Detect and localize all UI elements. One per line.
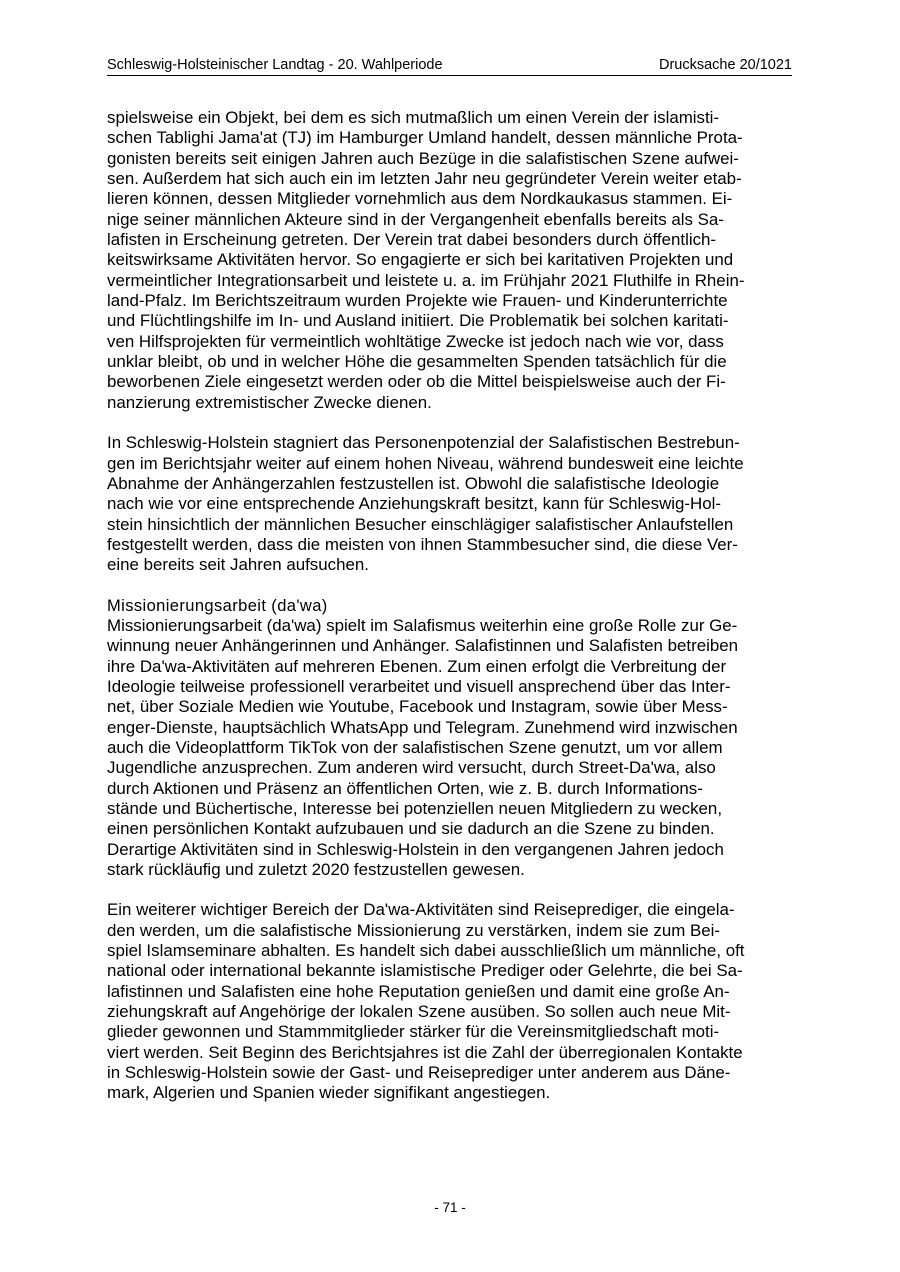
text-line: gen im Berichtsjahr weiter auf einem hohen Niveau, während bundesweit eine leichte <box>107 453 744 473</box>
text-line: Abnahme der Anhängerzahlen festzustellen ist. Obwohl die salafistische Ideologie <box>107 473 720 493</box>
text-line: stände und Büchertische, Interesse bei potenziellen neuen Mitgliedern zu wecken, <box>107 799 723 818</box>
text-line: Ein weiterer wichtiger Bereich der Da'wa-Aktivitäten sind Reiseprediger, die eingela- <box>107 900 735 920</box>
text-line: vermeintlicher Integrationsarbeit und leistete u. a. im Frühjahr 2021 Fluthilfe in Rhein- <box>107 270 745 290</box>
text-line: nige seiner männlichen Akteure sind in der Vergangenheit ebenfalls bereits als Sa- <box>107 209 724 229</box>
paragraph <box>107 108 797 413</box>
text-line: lafisten in Erscheinung getreten. Der Verein trat dabei besonders durch öffentlich- <box>107 230 717 250</box>
text-line: unklar bleibt, ob und in welcher Höhe die gesammelten Spenden tatsächlich für die <box>107 352 727 372</box>
text-line: land-Pfalz. Im Berichtszeitraum wurden Projekte wie Frauen- und Kinderunterrichte <box>107 291 728 311</box>
paragraph <box>107 596 797 881</box>
text-line: sen. Außerdem hat sich auch ein im letzten Jahr neu gegründeter Verein weiter etab- <box>107 169 742 189</box>
page-header <box>107 56 792 76</box>
text-line: und Flüchtlingshilfe im In- und Ausland initiiert. Die Problematik bei solchen karitati- <box>107 311 729 331</box>
text-line: auch die Videoplattform TikTok von der salafistischen Szene genutzt, um vor allem <box>107 737 723 757</box>
text-line: net, über Soziale Medien wie Youtube, Facebook und Instagram, sowie über Mess- <box>107 697 728 717</box>
text-line: enger-Dienste, hauptsächlich WhatsApp und Telegram. Zunehmend wird inzwischen <box>107 717 738 737</box>
text-line: in Schleswig-Holstein sowie der Gast- und Reiseprediger unter anderem aus Däne- <box>107 1063 731 1083</box>
text-line: stein hinsichtlich der männlichen Besucher einschlägiger salafistischer Anlaufstellen <box>107 514 734 534</box>
section-heading: Missionierungsarbeit (da'wa) <box>107 596 328 615</box>
text-line: winnung neuer Anhängerinnen und Anhänger. Salafistinnen und Salafisten betreiben <box>107 636 739 656</box>
text-line: Derartige Aktivitäten sind in Schleswig-Holstein in den vergangenen Jahren jedoch <box>107 839 724 859</box>
text-line: nanzierung extremistischer Zwecke dienen. <box>107 392 432 412</box>
text-line: Missionierungsarbeit (da'wa) spielt im Salafismus weiterhin eine große Rolle zur Ge- <box>107 615 738 635</box>
text-line: Ideologie teilweise professionell verarbeitet und visuell ansprechend über das Inter- <box>107 676 731 696</box>
text-line: In Schleswig-Holstein stagniert das Personenpotenzial der Salafistischen Bestrebun- <box>107 433 740 453</box>
text-line: gonisten bereits seit einigen Jahren auch Bezüge in die salafistischen Szene aufwei- <box>107 148 739 168</box>
text-line: beworbenen Ziele eingesetzt werden oder ob die Mittel beispielsweise auch der Fi- <box>107 372 726 392</box>
paragraph <box>107 433 797 575</box>
text-line: Jugendliche anzusprechen. Zum anderen wird versucht, durch Street-Da'wa, also <box>107 758 716 778</box>
text-line: schen Tablighi Jama'at (TJ) im Hamburger Umland handelt, dessen männliche Prota- <box>107 128 743 148</box>
header-title: Schleswig-Holsteinischer Landtag - 20. Wahlperiode <box>107 57 443 73</box>
text-line: viert werden. Seit Beginn des Berichtsjahres ist die Zahl der überregionalen Kontakte <box>107 1042 743 1062</box>
text-line: durch Aktionen und Präsenz an öffentlichen Orten, wie z. B. durch Informations- <box>107 778 703 798</box>
text-line: einen persönlichen Kontakt aufzubauen und sie dadurch an die Szene zu binden. <box>107 819 715 839</box>
text-line: glieder gewonnen und Stammmitglieder stärker für die Vereinsmitgliedschaft moti- <box>107 1022 720 1042</box>
page-number: - 71 - <box>434 1200 466 1215</box>
text-line: stark rückläufig und zuletzt 2020 festzustellen gewesen. <box>107 860 525 880</box>
text-line: spiel Islamseminare abhalten. Es handelt sich dabei ausschließlich um männliche, oft <box>107 941 745 961</box>
text-line: ihre Da'wa-Aktivitäten auf mehreren Ebenen. Zum einen erfolgt die Verbreitung der <box>107 656 727 676</box>
text-line: nach wie vor eine entsprechende Anziehungskraft besitzt, kann für Schleswig-Hol- <box>107 494 722 514</box>
text-line: spielsweise ein Objekt, bei dem es sich mutmaßlich um einen Verein der islamisti- <box>107 108 720 127</box>
document-body <box>107 108 797 1124</box>
text-line: eine bereits seit Jahren aufsuchen. <box>107 555 369 575</box>
text-line: keitswirksame Aktivitäten hervor. So engagierte er sich bei karitativen Projekten und <box>107 250 734 270</box>
text-line: festgestellt werden, dass die meisten von ihnen Stammbesucher sind, die diese Ver- <box>107 534 738 554</box>
text-line: lieren können, dessen Mitglieder vornehmlich aus dem Nordkaukasus stammen. Ei- <box>107 189 733 209</box>
text-line: mark, Algerien und Spanien wieder signifikant angestiegen. <box>107 1083 551 1103</box>
text-line: ziehungskraft auf Angehörige der lokalen Szene ausüben. So sollen auch neue Mit- <box>107 1002 731 1022</box>
text-line: lafistinnen und Salafisten eine hohe Reputation genießen und damit eine große An- <box>107 981 730 1001</box>
paragraph <box>107 900 797 1103</box>
text-line: den werden, um die salafistische Missionierung zu verstärken, indem sie zum Bei- <box>107 920 721 940</box>
text-line: national oder international bekannte islamistische Prediger oder Gelehrte, die bei Sa- <box>107 961 743 981</box>
document-number: Drucksache 20/1021 <box>659 57 792 73</box>
text-line: ven Hilfsprojekten für vermeintlich wohltätige Zwecke ist jedoch nach wie vor, dass <box>107 331 724 351</box>
